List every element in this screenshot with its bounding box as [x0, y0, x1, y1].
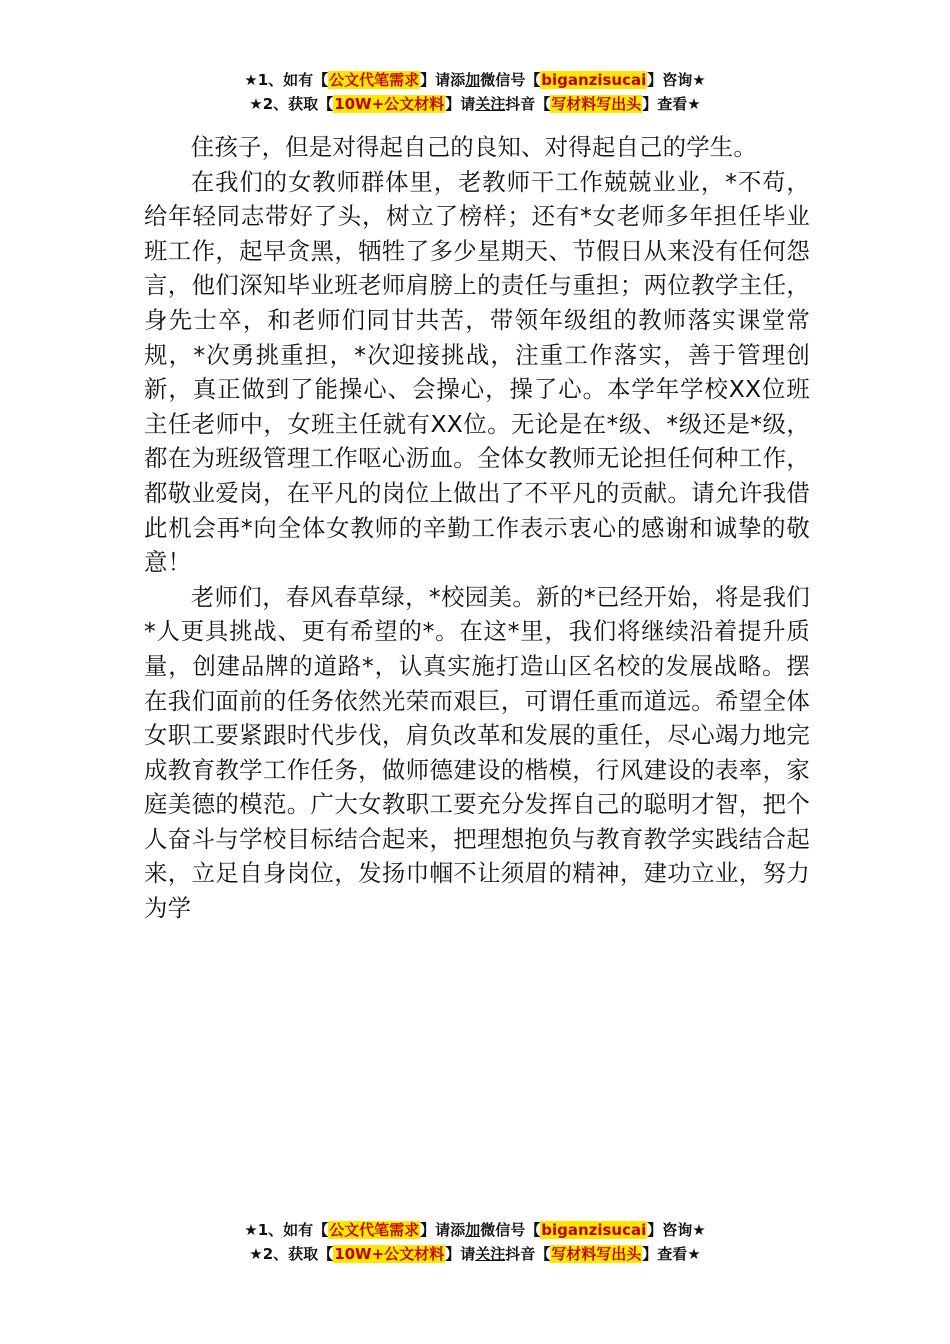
footer-banner: [0, 1218, 950, 1266]
banner-line-2: [0, 1242, 950, 1266]
header-banner: [0, 68, 950, 116]
banner-underline-text: 关注: [475, 1245, 506, 1263]
banner-line-1: [0, 1218, 950, 1242]
document-body: [144, 130, 810, 926]
banner-text: ★2、获取【: [249, 1245, 334, 1263]
paragraph-3: 老师们，春风春草绿，*校园美。新的*已经开始，将是我们*人更具挑战、更有希望的*。在这*里，我们将继续沿着提升质量，创建品牌的道路*，认真实施打造山区名校的发展战略。摆在我们面前的任务依然光荣而艰巨，可谓任重而道远。希望全体女职工要紧跟时代步伐，肩负改革和发展的重任，尽心竭力地完成教育教学工作任务，做师德建设的楷模，行风建设的表率，家庭美德的模范。广大女教职工要充分发挥自己的聪明才智，把个人奋斗与学校目标结合起来，把理想抱负与教育教学实践结合起来，立足自身岗位，发扬巾帼不让须眉的精神，建功立业，努力为学: [144, 582, 810, 923]
highlight-douyin: 写材料写出头: [551, 1245, 642, 1263]
highlight-wechat-id: biganzisucai: [541, 1221, 647, 1239]
banner-text: 】请: [445, 95, 476, 113]
paragraph-1: 住孩子，但是对得起自己的良知、对得起自己的学生。: [190, 133, 757, 161]
banner-text: ★2、获取【: [249, 95, 334, 113]
highlight-service: 公文代笔需求: [329, 1221, 420, 1239]
banner-text: 】咨询★: [647, 1221, 706, 1239]
highlight-materials: 10W+公文材料: [334, 1245, 445, 1263]
highlight-service: 公文代笔需求: [329, 71, 420, 89]
highlight-douyin: 写材料写出头: [551, 95, 642, 113]
banner-underline-text: 加: [465, 1221, 481, 1239]
highlight-wechat-id: biganzisucai: [541, 71, 647, 89]
banner-line-1: [0, 68, 950, 92]
banner-text: 】查看★: [642, 1245, 701, 1263]
banner-text: 微信号【: [480, 71, 541, 89]
banner-line-2: [0, 92, 950, 116]
highlight-materials: 10W+公文材料: [334, 95, 445, 113]
banner-text: ★1、如有【: [244, 71, 329, 89]
banner-text: 】请添: [420, 1221, 466, 1239]
banner-text: 抖音【: [505, 1245, 551, 1263]
banner-text: 】请: [445, 1245, 476, 1263]
banner-text: 微信号【: [480, 1221, 541, 1239]
banner-text: 】咨询★: [647, 71, 706, 89]
paragraph-2: 在我们的女教师群体里，老教师干工作兢兢业业，*不苟，给年轻同志带好了头，树立了榜样；还有*女老师多年担任毕业班工作，起早贪黑，牺牲了多少星期天、节假日从来没有任何怨言，他们深知毕业班老师肩膀上的责任与重担；两位教学主任，身先士卒，和老师们同甘共苦，带领年级组的教师落实课堂常规，*次勇挑重担，*次迎接挑战，注重工作落实，善于管理创新，真正做到了能操心、会操心，操了心。本学年学校XX位班主任老师中，女班主任就有XX位。无论是在*级、*级还是*级，都在为班级管理工作呕心沥血。全体女教师无论担任何种工作，都敬业爱岗，在平凡的岗位上做出了不平凡的贡献。请允许我借此机会再*向全体女教师的辛勤工作表示衷心的感谢和诚挚的敬意！: [144, 167, 810, 577]
banner-underline-text: 加: [465, 71, 481, 89]
banner-text: ★1、如有【: [244, 1221, 329, 1239]
banner-text: 】查看★: [642, 95, 701, 113]
banner-text: 抖音【: [505, 95, 551, 113]
banner-underline-text: 关注: [475, 95, 506, 113]
banner-text: 】请添: [420, 71, 466, 89]
